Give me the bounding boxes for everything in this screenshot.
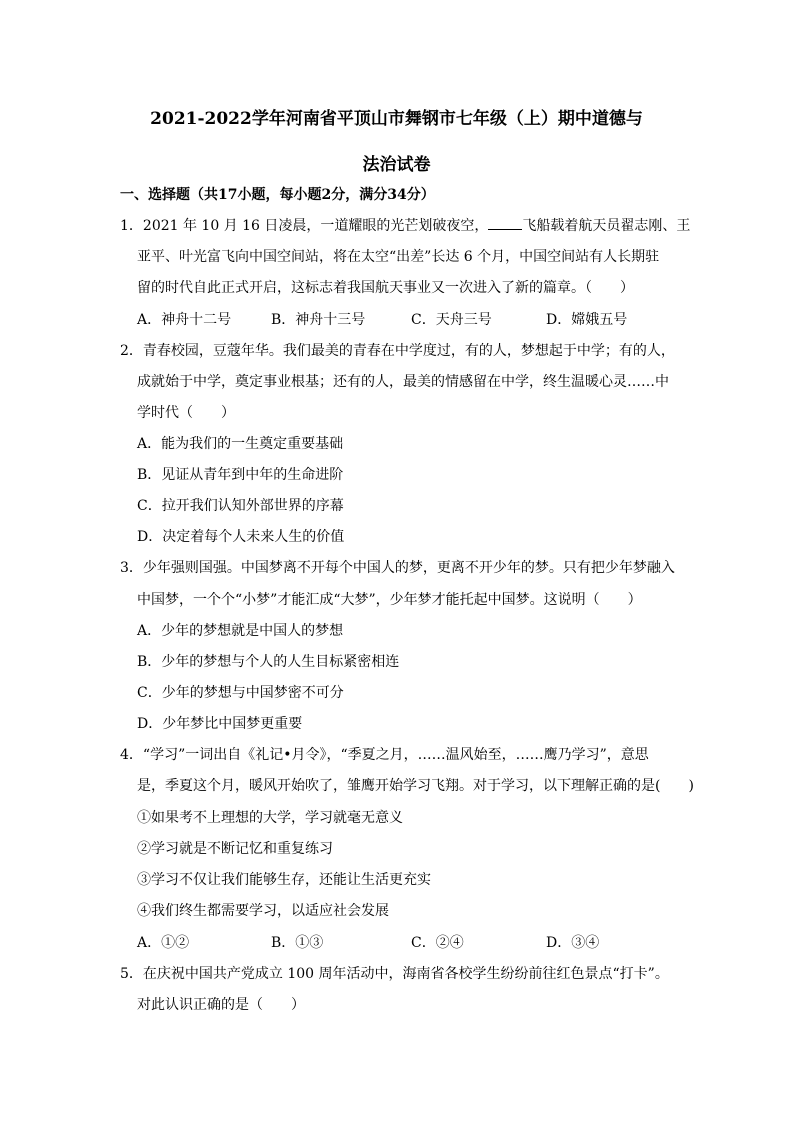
question-1-option-d: D．嫦娥五号 <box>546 312 628 328</box>
question-5-line-2: 对此认识正确的是（ ） <box>137 997 305 1013</box>
question-3-line-1: 3．少年强则国强。中国梦离不开每个中国人的梦，更离不开少年的梦。只有把少年梦融入 <box>120 560 675 576</box>
exam-title-line-2: 法治试卷 <box>362 155 431 175</box>
question-1-line-3: 留的时代自此正式开启，这标志着我国航天事业又一次进入了新的篇章。（ ） <box>137 280 634 296</box>
question-1-line-2: 亚平、叶光富飞向中国空间站，将在太空“出差”长达 6 个月，中国空间站有人长期驻 <box>137 249 660 265</box>
question-5-line-1: 5．在庆祝中国共产党成立 100 周年活动中，海南省各校学生纷纷前往红色景点“打卡”。 <box>120 966 669 982</box>
question-2-option-c: C．拉开我们认知外部世界的序幕 <box>137 498 344 514</box>
question-3-option-d: D．少年梦比中国梦更重要 <box>137 716 303 732</box>
question-2-line-2: 成就始于中学，奠定事业根基；还有的人，最美的情感留在中学，终生温暖心灵……中 <box>137 374 669 390</box>
section-heading: 一、选择题（共17小题，每小题2分，满分34分） <box>120 187 435 203</box>
question-4-line-2: 是，季夏这个月，暖风开始吹了，雏鹰开始学习飞翔。对于学习，以下理解正确的是( ) <box>137 778 694 794</box>
question-4-option-d: D．③④ <box>546 935 600 951</box>
question-1-text-after-blank: 飞船载着航天员翟志刚、王 <box>522 218 691 234</box>
exam-title-line-1: 2021-2022学年河南省平顶山市舞钢市七年级（上）期中道德与 <box>150 109 643 129</box>
question-4-statement-2: ②学习就是不断记忆和重复练习 <box>137 841 333 857</box>
question-4-statement-1: ①如果考不上理想的大学，学习就毫无意义 <box>137 810 403 826</box>
question-2-line-3: 学时代（ ） <box>137 405 235 421</box>
question-4-option-a: A．①② <box>137 935 190 951</box>
question-4-statement-3: ③学习不仅让我们能够生存，还能让生活更充实 <box>137 872 431 888</box>
question-3-option-a: A．少年的梦想就是中国人的梦想 <box>137 623 344 639</box>
question-3-option-b: B．少年的梦想与个人的人生目标紧密相连 <box>137 654 400 670</box>
question-1-option-a: A．神舟十二号 <box>137 312 232 328</box>
question-2-option-b: B．见证从青年到中年的生命进阶 <box>137 467 344 483</box>
question-4-option-c: C．②④ <box>411 935 464 951</box>
answer-blank <box>488 215 522 230</box>
question-3-line-2: 中国梦，一个个“小梦”才能汇成“大梦”，少年梦才能托起中国梦。这说明（ ） <box>137 592 642 608</box>
question-4-statement-4: ④我们终生都需要学习，以适应社会发展 <box>137 903 389 919</box>
question-1-option-b: B．神舟十三号 <box>271 312 366 328</box>
question-2-option-d: D．决定着每个人未来人生的价值 <box>137 529 345 545</box>
question-3-option-c: C．少年的梦想与中国梦密不可分 <box>137 685 344 701</box>
question-1-option-c: C．天舟三号 <box>411 312 492 328</box>
question-1-text-before-blank: 1．2021 年 10 月 16 日凌晨，一道耀眼的光芒划破夜空， <box>120 218 489 234</box>
question-4-line-1: 4．“学习”一词出自《礼记•月令》，“季夏之月，……温风始至，……鹰乃学习”，意思 <box>120 747 649 763</box>
question-2-line-1: 2．青春校园，豆蔻年华。我们最美的青春在中学度过，有的人，梦想起于中学；有的人， <box>120 343 675 359</box>
question-1-line-1 <box>120 211 690 242</box>
question-2-option-a: A．能为我们的一生奠定重要基础 <box>137 436 344 452</box>
question-4-option-b: B．①③ <box>271 935 324 951</box>
